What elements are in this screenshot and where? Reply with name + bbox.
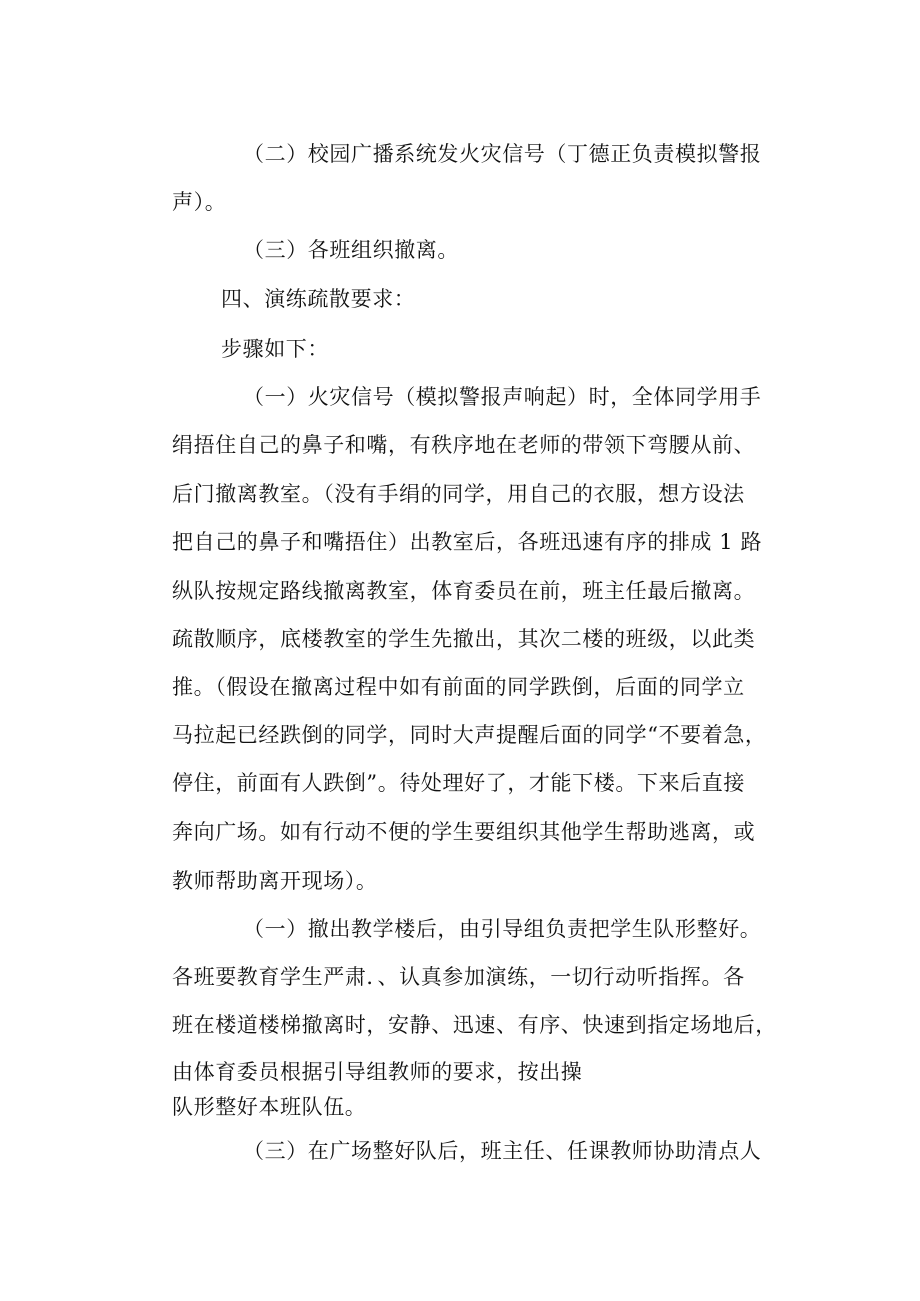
text-line: （三）在广场整好队后，班主任、任课教师协助清点人: [243, 1139, 762, 1163]
text-line: 教师帮助离开现场）。: [172, 869, 378, 893]
text-line: 纵队按规定路线撤离教室，体育委员在前，班主任最后撤离。: [172, 579, 756, 603]
text-line: （一）火灾信号（模拟警报声响起）时，全体同学用手: [243, 385, 762, 409]
text-line: 队形整好本班队伍。: [172, 1095, 367, 1119]
text-line: 后门撤离教室。（没有手绢的同学，用自己的衣服，想方设法: [172, 482, 745, 506]
text-line: 停住，前面有人跌倒”。待处理好了，才能下楼。下来后直接: [172, 771, 745, 795]
text-line: 班在楼道楼梯撤离时，安静、迅速、有序、快速到指定场地后，: [172, 1013, 777, 1037]
text-line: 疏散顺序，底楼教室的学生先撤出，其次二楼的班级，以此类: [172, 627, 756, 651]
text-line: 声）。: [172, 190, 227, 214]
text-line: 由体育委员根据引导组教师的要求，按出操: [172, 1060, 583, 1084]
text-line: 绢捂住自己的鼻子和嘴，有秩序地在老师的带领下弯腰从前、: [172, 433, 756, 457]
text-line: 各班要教育学生严肃．、认真参加演练，一切行动听指挥。各: [172, 965, 745, 989]
text-line: （二）校园广播系统发火灾信号（丁德正负责模拟警报: [243, 142, 762, 166]
text-line: 把自己的鼻子和嘴捂住）出教室后，各班迅速有序的排成 1 路: [172, 530, 763, 554]
text-line: 推。（假设在撤离过程中如有前面的同学跌倒，后面的同学立: [172, 675, 745, 699]
section-heading: 四、演练疏散要求：: [221, 287, 416, 311]
text-line: 马拉起已经跌倒的同学，同时大声提醒后面的同学“不要着急，: [172, 723, 767, 747]
text-line: （三）各班组织撤离。: [243, 238, 459, 262]
text-line: 步骤如下：: [221, 337, 329, 361]
text-line: （一）撤出教学楼后，由引导组负责把学生队形整好。: [243, 917, 762, 941]
text-line: 奔向广场。如有行动不便的学生要组织其他学生帮助逃离，或: [172, 820, 756, 844]
